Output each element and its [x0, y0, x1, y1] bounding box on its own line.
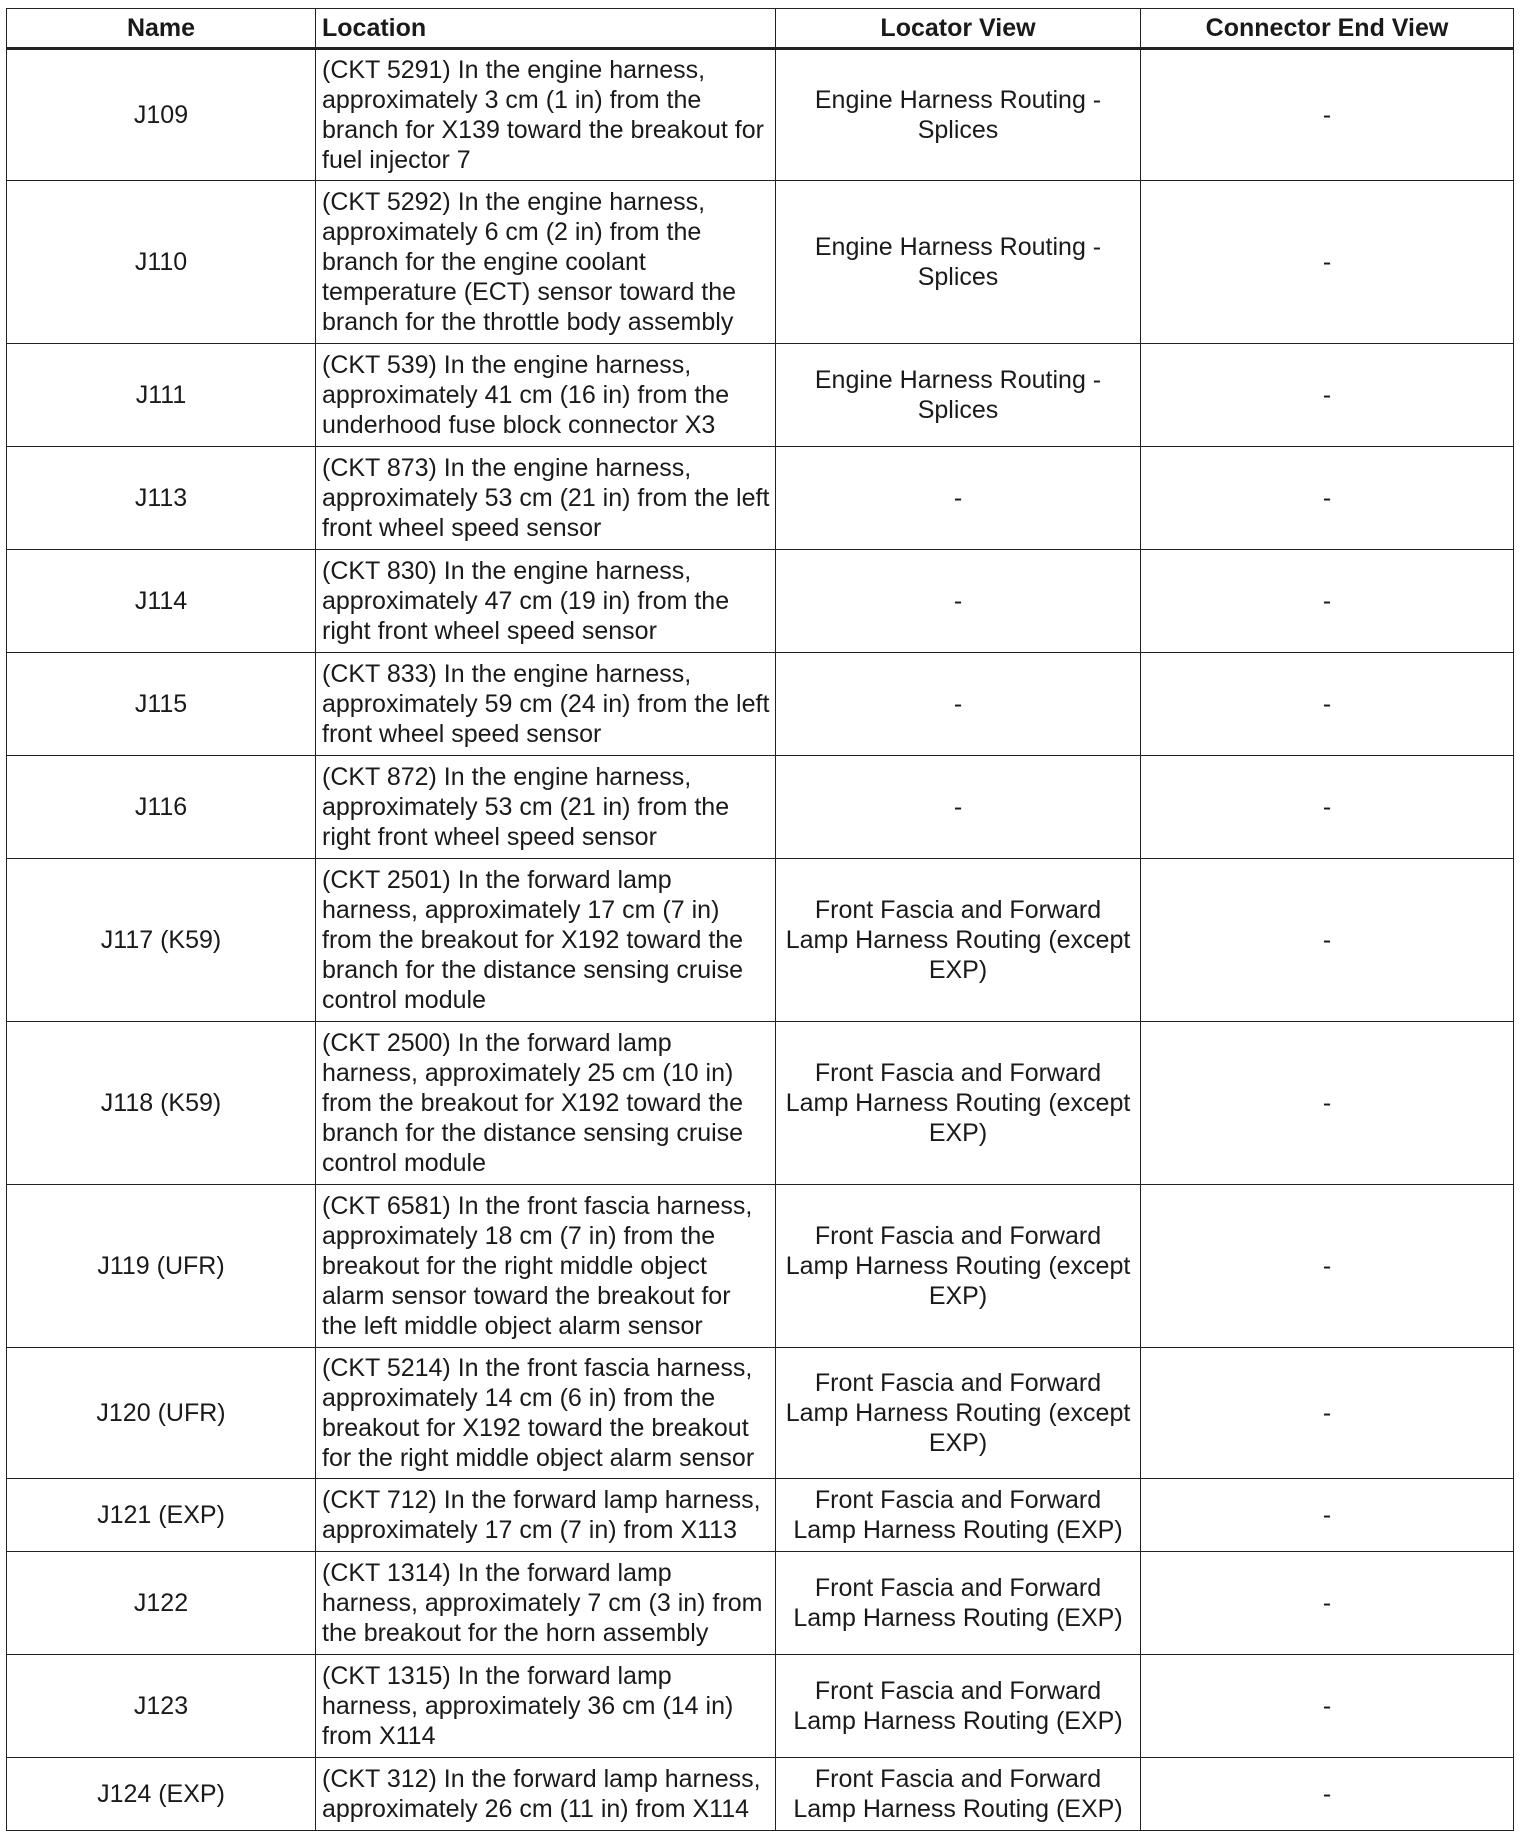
- cell-location: (CKT 2501) In the forward lamp harness, approximately 17 cm (7 in) from the breakout for X192 toward the branch for the distance sensing cruise control module: [316, 859, 776, 1022]
- cell-location: (CKT 833) In the engine harness, approximately 59 cm (24 in) from the left front wheel speed sensor: [316, 653, 776, 756]
- cell-location: (CKT 5291) In the engine harness, approximately 3 cm (1 in) from the branch for X139 toward the breakout for fuel injector 7: [316, 49, 776, 181]
- cell-locator-view: Front Fascia and Forward Lamp Harness Routing (EXP): [776, 1655, 1141, 1758]
- table-row: [7, 653, 1514, 756]
- table-row: [7, 49, 1514, 181]
- cell-name: J113: [7, 447, 316, 550]
- cell-locator-view: Front Fascia and Forward Lamp Harness Routing (EXP): [776, 1552, 1141, 1655]
- cell-name: J121 (EXP): [7, 1479, 316, 1552]
- cell-locator-view: -: [776, 653, 1141, 756]
- table-row: [7, 1758, 1514, 1831]
- cell-location: (CKT 2500) In the forward lamp harness, approximately 25 cm (10 in) from the breakout for X192 toward the branch for the distance sensing cruise control module: [316, 1022, 776, 1185]
- cell-connector-end-view: -: [1141, 1185, 1514, 1348]
- cell-connector-end-view: -: [1141, 181, 1514, 344]
- cell-location: (CKT 5292) In the engine harness, approximately 6 cm (2 in) from the branch for the engine coolant temperature (ECT) sensor toward the branch for the throttle body assembly: [316, 181, 776, 344]
- header-location: Location: [316, 9, 776, 49]
- header-connector-end-view: Connector End View: [1141, 9, 1514, 49]
- cell-locator-view: Engine Harness Routing - Splices: [776, 181, 1141, 344]
- cell-connector-end-view: -: [1141, 550, 1514, 653]
- table-row: [7, 447, 1514, 550]
- table-row: [7, 756, 1514, 859]
- cell-name: J115: [7, 653, 316, 756]
- cell-connector-end-view: -: [1141, 859, 1514, 1022]
- cell-location: (CKT 312) In the forward lamp harness, approximately 26 cm (11 in) from X114: [316, 1758, 776, 1831]
- table-row: [7, 859, 1514, 1022]
- cell-location: (CKT 1314) In the forward lamp harness, approximately 7 cm (3 in) from the breakout for the horn assembly: [316, 1552, 776, 1655]
- cell-location: (CKT 873) In the engine harness, approximately 53 cm (21 in) from the left front wheel speed sensor: [316, 447, 776, 550]
- cell-name: J114: [7, 550, 316, 653]
- cell-location: (CKT 872) In the engine harness, approximately 53 cm (21 in) from the right front wheel speed sensor: [316, 756, 776, 859]
- cell-connector-end-view: -: [1141, 1022, 1514, 1185]
- header-row: [7, 9, 1514, 49]
- cell-locator-view: -: [776, 550, 1141, 653]
- cell-location: (CKT 5214) In the front fascia harness, approximately 14 cm (6 in) from the breakout for X192 toward the breakout for the right middle object alarm sensor: [316, 1348, 776, 1479]
- cell-locator-view: Front Fascia and Forward Lamp Harness Routing (EXP): [776, 1758, 1141, 1831]
- table-row: [7, 181, 1514, 344]
- cell-locator-view: Engine Harness Routing - Splices: [776, 49, 1141, 181]
- cell-name: J111: [7, 344, 316, 447]
- header-name: Name: [7, 9, 316, 49]
- cell-name: J120 (UFR): [7, 1348, 316, 1479]
- cell-name: J123: [7, 1655, 316, 1758]
- cell-locator-view: -: [776, 756, 1141, 859]
- cell-name: J122: [7, 1552, 316, 1655]
- cell-location: (CKT 6581) In the front fascia harness, approximately 18 cm (7 in) from the breakout for the right middle object alarm sensor toward the breakout for the left middle object alarm sensor: [316, 1185, 776, 1348]
- cell-name: J119 (UFR): [7, 1185, 316, 1348]
- cell-location: (CKT 830) In the engine harness, approximately 47 cm (19 in) from the right front wheel speed sensor: [316, 550, 776, 653]
- cell-connector-end-view: -: [1141, 653, 1514, 756]
- cell-locator-view: Front Fascia and Forward Lamp Harness Routing (EXP): [776, 1479, 1141, 1552]
- table-row: [7, 1552, 1514, 1655]
- cell-locator-view: Front Fascia and Forward Lamp Harness Routing (except EXP): [776, 859, 1141, 1022]
- cell-name: J109: [7, 49, 316, 181]
- cell-connector-end-view: -: [1141, 447, 1514, 550]
- cell-connector-end-view: -: [1141, 1655, 1514, 1758]
- cell-name: J117 (K59): [7, 859, 316, 1022]
- table-row: [7, 1655, 1514, 1758]
- cell-location: (CKT 1315) In the forward lamp harness, approximately 36 cm (14 in) from X114: [316, 1655, 776, 1758]
- cell-connector-end-view: -: [1141, 1552, 1514, 1655]
- cell-location: (CKT 712) In the forward lamp harness, approximately 17 cm (7 in) from X113: [316, 1479, 776, 1552]
- table-row: [7, 344, 1514, 447]
- table-row: [7, 1479, 1514, 1552]
- cell-connector-end-view: -: [1141, 1479, 1514, 1552]
- header-locator-view: Locator View: [776, 9, 1141, 49]
- cell-connector-end-view: -: [1141, 756, 1514, 859]
- cell-connector-end-view: -: [1141, 344, 1514, 447]
- cell-connector-end-view: -: [1141, 1348, 1514, 1479]
- cell-name: J118 (K59): [7, 1022, 316, 1185]
- splice-table: [6, 8, 1514, 1831]
- table-row: [7, 1348, 1514, 1479]
- cell-name: J124 (EXP): [7, 1758, 316, 1831]
- cell-locator-view: Front Fascia and Forward Lamp Harness Routing (except EXP): [776, 1348, 1141, 1479]
- cell-locator-view: Front Fascia and Forward Lamp Harness Routing (except EXP): [776, 1185, 1141, 1348]
- cell-locator-view: Front Fascia and Forward Lamp Harness Routing (except EXP): [776, 1022, 1141, 1185]
- cell-connector-end-view: -: [1141, 1758, 1514, 1831]
- table-row: [7, 1185, 1514, 1348]
- cell-locator-view: Engine Harness Routing - Splices: [776, 344, 1141, 447]
- table-row: [7, 550, 1514, 653]
- cell-connector-end-view: -: [1141, 49, 1514, 181]
- cell-locator-view: -: [776, 447, 1141, 550]
- cell-name: J110: [7, 181, 316, 344]
- table-row: [7, 1022, 1514, 1185]
- cell-name: J116: [7, 756, 316, 859]
- cell-location: (CKT 539) In the engine harness, approximately 41 cm (16 in) from the underhood fuse block connector X3: [316, 344, 776, 447]
